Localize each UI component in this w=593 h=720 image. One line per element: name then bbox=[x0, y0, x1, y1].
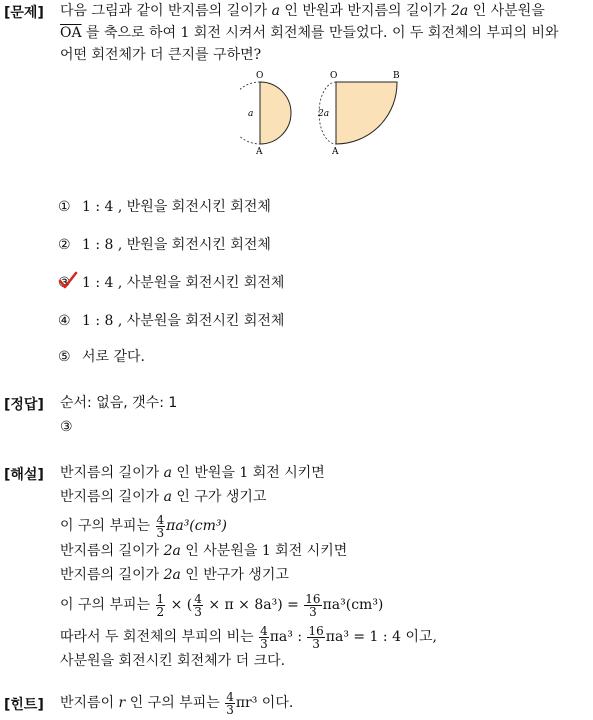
answer-line-2: ③ bbox=[60, 419, 73, 435]
text: 인 반원과 반지름의 길이가 bbox=[279, 3, 451, 19]
text: πa³ : bbox=[269, 629, 307, 645]
option-text: 서로 같다. bbox=[82, 349, 145, 365]
text: 인 구의 부피는 bbox=[125, 695, 225, 711]
text: 반지름의 길이가 bbox=[60, 489, 164, 505]
label-a-left-bottom: A bbox=[256, 147, 263, 157]
label-o-left: O bbox=[256, 71, 264, 81]
label-b-right: B bbox=[393, 71, 400, 81]
text: 인 반구가 생기고 bbox=[180, 567, 289, 583]
denominator: 3 bbox=[194, 604, 202, 619]
solution-line-2 bbox=[60, 488, 266, 506]
numerator: 4 bbox=[260, 623, 268, 638]
fraction bbox=[304, 593, 321, 618]
numerator: 1 bbox=[156, 591, 165, 606]
text: 인 반원을 1 회전 시키면 bbox=[171, 465, 325, 481]
denominator: 3 bbox=[312, 636, 320, 651]
option-text: 1 : 8 , 사분원을 회전시킨 회전체 bbox=[82, 313, 285, 329]
denominator: 3 bbox=[156, 525, 165, 540]
problem-tag: [문제] bbox=[4, 5, 44, 21]
problem-figure bbox=[240, 68, 410, 160]
option-3[interactable] bbox=[58, 272, 284, 292]
text: 반지름의 길이가 bbox=[60, 543, 164, 559]
semicircle-shape bbox=[260, 82, 291, 144]
denominator: 3 bbox=[260, 636, 268, 651]
hint-tag: [힌트] bbox=[4, 697, 44, 713]
text: πa³(cm³) bbox=[166, 518, 227, 534]
option-number-checked bbox=[58, 275, 82, 291]
numerator: 4 bbox=[226, 689, 234, 704]
option-number: ④ bbox=[58, 313, 71, 329]
problem-line-2 bbox=[60, 24, 559, 42]
text: 반지름의 길이가 bbox=[60, 567, 164, 583]
numerator: 4 bbox=[194, 591, 202, 606]
option-number: ② bbox=[58, 237, 71, 253]
solution-line-4 bbox=[60, 542, 347, 560]
option-2[interactable] bbox=[58, 234, 271, 254]
denominator: 3 bbox=[309, 604, 317, 619]
var-2a: 2a bbox=[450, 3, 469, 19]
solution-line-6 bbox=[60, 590, 383, 620]
solution-line-1 bbox=[60, 464, 325, 482]
text: × π × 8a³) = bbox=[203, 597, 304, 613]
label-a-right-bottom: A bbox=[332, 147, 339, 157]
text: πa³ = 1 : 4 이고, bbox=[325, 629, 437, 645]
text: πr³ 이다. bbox=[235, 695, 294, 711]
text: 반지름의 길이가 bbox=[60, 465, 164, 481]
var: a bbox=[163, 465, 172, 481]
solution-tag: [해설] bbox=[4, 467, 44, 483]
label-a-left-mid: a bbox=[248, 109, 254, 119]
numerator: 16 bbox=[305, 591, 321, 606]
option-4[interactable] bbox=[58, 310, 284, 330]
option-text: 1 : 4 , 사분원을 회전시킨 회전체 bbox=[82, 275, 285, 291]
var-a: a bbox=[271, 3, 280, 19]
fraction bbox=[307, 625, 324, 650]
var: a bbox=[163, 489, 172, 505]
fraction bbox=[225, 691, 235, 716]
check-mark-icon bbox=[58, 271, 78, 291]
quarter-circle-shape bbox=[336, 82, 397, 144]
answer-tag: [정답] bbox=[4, 397, 44, 413]
fraction bbox=[259, 625, 269, 650]
text: 이 구의 부피는 bbox=[60, 597, 155, 613]
text: 인 사분원을 bbox=[468, 3, 545, 19]
option-number: ① bbox=[58, 199, 71, 215]
var: 2a bbox=[163, 567, 181, 583]
hint-line bbox=[60, 688, 293, 718]
solution-line-8: 사분원을 회전시킨 회전체가 더 크다. bbox=[60, 653, 286, 669]
text: πa³(cm³) bbox=[322, 597, 384, 613]
text: × ( bbox=[166, 597, 193, 613]
answer-line-1: 순서: 없음, 갯수: 1 bbox=[60, 395, 178, 411]
option-text: 1 : 4 , 반원을 회전시킨 회전체 bbox=[82, 199, 271, 215]
solution-line-5 bbox=[60, 566, 289, 584]
problem-line-1 bbox=[60, 2, 545, 20]
fraction bbox=[193, 593, 203, 618]
fraction bbox=[156, 593, 166, 618]
option-1[interactable] bbox=[58, 196, 271, 216]
fraction bbox=[156, 514, 166, 539]
option-number: ⑤ bbox=[58, 349, 71, 365]
segment-oa: $\overline{OA}$ bbox=[60, 25, 82, 41]
denominator: 2 bbox=[156, 604, 165, 619]
solution-line-3 bbox=[60, 512, 227, 540]
text: 를 축으로 하여 1 회전 시켜서 회전체를 만들었다. 이 두 회전체의 부피의 비와 bbox=[81, 25, 559, 41]
text: 인 사분원을 1 회전 시키면 bbox=[180, 543, 348, 559]
text: 다음 그림과 같이 반지름의 길이가 bbox=[60, 3, 272, 19]
option-number: ③ bbox=[58, 275, 71, 291]
var: 2a bbox=[163, 543, 181, 559]
numerator: 16 bbox=[308, 623, 324, 638]
var: r bbox=[118, 695, 126, 711]
text: 인 구가 생기고 bbox=[171, 489, 267, 505]
option-text: 1 : 8 , 반원을 회전시킨 회전체 bbox=[82, 237, 271, 253]
solution-line-7 bbox=[60, 622, 437, 652]
label-o-right: O bbox=[330, 71, 338, 81]
option-5[interactable] bbox=[58, 346, 145, 366]
label-2a-right: 2a bbox=[318, 109, 330, 119]
text: 따라서 두 회전체의 부피의 비는 bbox=[60, 629, 259, 645]
problem-line-3: 어떤 회전체가 더 큰지를 구하면? bbox=[60, 47, 262, 63]
text: 이 구의 부피는 bbox=[60, 518, 155, 534]
numerator: 4 bbox=[156, 512, 165, 527]
denominator: 3 bbox=[226, 702, 234, 717]
text: 반지름이 bbox=[60, 695, 119, 711]
